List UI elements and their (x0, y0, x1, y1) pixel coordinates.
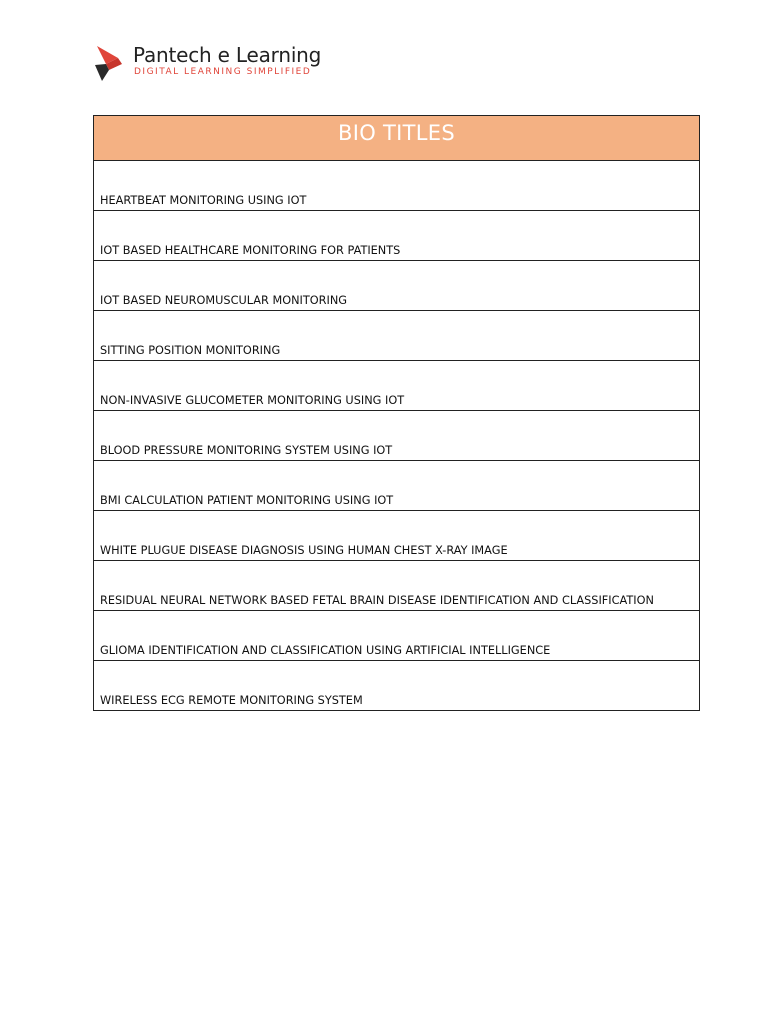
table-row (94, 561, 700, 611)
table-row (94, 611, 700, 661)
title-cell: NON-INVASIVE GLUCOMETER MONITORING USING IOT (94, 361, 700, 411)
title-cell: HEARTBEAT MONITORING USING IOT (94, 161, 700, 211)
title-cell: BLOOD PRESSURE MONITORING SYSTEM USING IOT (94, 411, 700, 461)
table-row (94, 211, 700, 261)
title-cell: IOT BASED HEALTHCARE MONITORING FOR PATIENTS (94, 211, 700, 261)
table-row (94, 511, 700, 561)
title-cell: WHITE PLUGUE DISEASE DIAGNOSIS USING HUMAN CHEST X-RAY IMAGE (94, 511, 700, 561)
table-row (94, 461, 700, 511)
table-row (94, 161, 700, 211)
table-row (94, 661, 700, 711)
title-cell: SITTING POSITION MONITORING (94, 311, 700, 361)
table-header: BIO TITLES (94, 116, 700, 161)
pantech-logo-icon (92, 43, 126, 83)
title-cell: WIRELESS ECG REMOTE MONITORING SYSTEM (94, 661, 700, 711)
title-cell: IOT BASED NEUROMUSCULAR MONITORING (94, 261, 700, 311)
brand-logo (92, 42, 332, 84)
table-header-row (94, 116, 700, 161)
table-row (94, 361, 700, 411)
title-cell: GLIOMA IDENTIFICATION AND CLASSIFICATION USING ARTIFICIAL INTELLIGENCE (94, 611, 700, 661)
brand-name: Pantech e Learning (133, 43, 322, 67)
title-cell: RESIDUAL NEURAL NETWORK BASED FETAL BRAIN DISEASE IDENTIFICATION AND CLASSIFICATION (94, 561, 700, 611)
bio-titles-table (93, 115, 700, 711)
table-row (94, 261, 700, 311)
brand-tagline: DIGITAL LEARNING SIMPLIFIED (134, 67, 312, 77)
title-cell: BMI CALCULATION PATIENT MONITORING USING IOT (94, 461, 700, 511)
table-row (94, 311, 700, 361)
table-row (94, 411, 700, 461)
